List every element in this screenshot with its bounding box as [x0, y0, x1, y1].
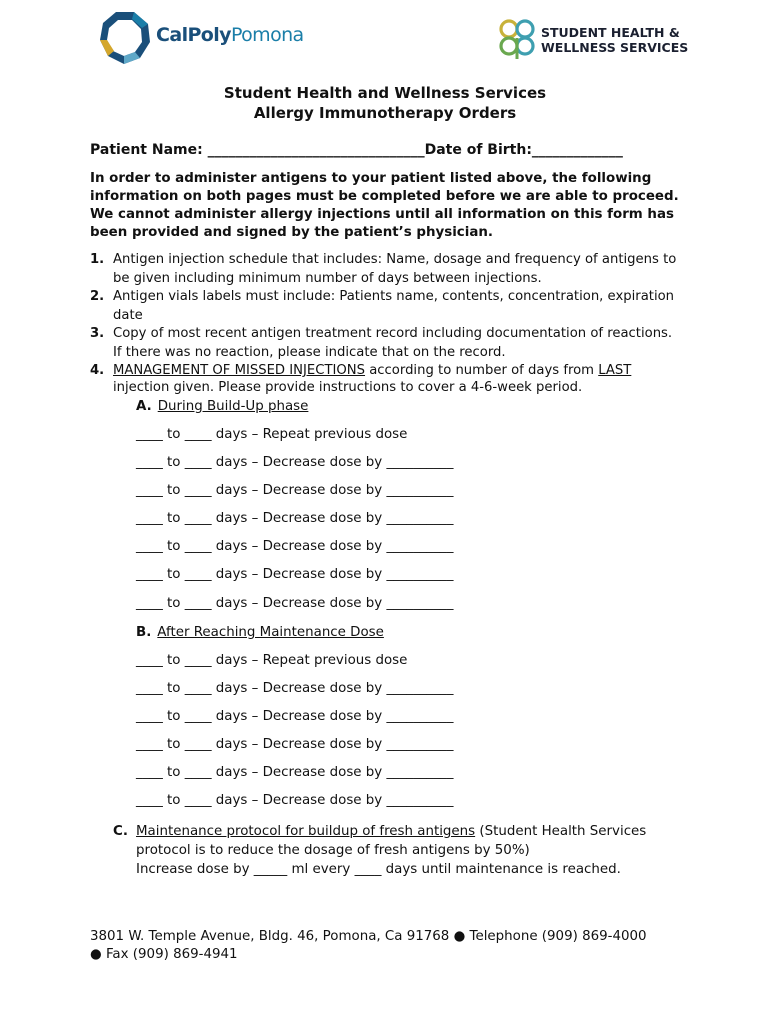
student-health-wellness-logo [498, 18, 688, 60]
footer-address: 3801 W. Temple Avenue, Bldg. 46, Pomona, Ca 91768 [90, 929, 450, 944]
intro-paragraph: In order to administer antigens to your patient listed above, the following information on both pages must be completed before we are able to proceed. We cannot administer allergy injections until all information on this form has been provided and signed by the patient’s physician. [90, 171, 679, 240]
section-a-heading: A. During Build-Up phase [136, 399, 309, 414]
maintenance-rule-line: ____ to ____ days – Decrease dose by __________ [136, 765, 454, 780]
build-up-rule-line: ____ to ____ days – Decrease dose by __________ [136, 596, 454, 611]
build-up-rule-line: ____ to ____ days – Decrease dose by __________ [136, 483, 454, 498]
build-up-rule-line: ____ to ____ days – Repeat previous dose [136, 427, 408, 442]
list-item: 1. Antigen injection schedule that includes: Name, dosage and frequency of antigens to be given including minimum number of days between injections. [90, 252, 677, 286]
increase-dose-line: Increase dose by _____ ml every ____ days until maintenance is reached. [136, 862, 621, 877]
cal-poly-pomona-wordmark: CalPolyPomona [156, 24, 304, 46]
build-up-rule-line: ____ to ____ days – Decrease dose by __________ [136, 567, 454, 582]
bullet-icon: ● [453, 929, 466, 944]
student-health-wellness-wordmark: STUDENT HEALTH & WELLNESS SERVICES [541, 25, 689, 55]
maintenance-rule-line: ____ to ____ days – Decrease dose by __________ [136, 793, 454, 808]
build-up-rule-line: ____ to ____ days – Decrease dose by __________ [136, 539, 454, 554]
requirements-list [90, 251, 680, 396]
maintenance-rule-line: ____ to ____ days – Repeat previous dose [136, 653, 408, 668]
maintenance-rule-line: ____ to ____ days – Decrease dose by __________ [136, 681, 454, 696]
maintenance-rule-line: ____ to ____ days – Decrease dose by __________ [136, 737, 454, 752]
list-item: 4. MANAGEMENT OF MISSED INJECTIONS according to number of days from LAST injection given. Please provide instructions to cover a 4-6-week period. [90, 363, 632, 395]
document-subtitle: Allergy Immunotherapy Orders [253, 104, 517, 122]
section-b-heading: B. After Reaching Maintenance Dose [136, 625, 384, 640]
cal-poly-pomona-logo [98, 10, 304, 66]
list-item: 2. Antigen vials labels must include: Patients name, contents, concentration, expiration date [90, 289, 675, 323]
patient-info-line: Patient Name: _______________________________Date of Birth:_____________ [90, 142, 623, 158]
section-c-heading: Maintenance protocol for buildup of fresh antigens [136, 824, 476, 839]
footer-telephone: Telephone (909) 869-4000 [469, 929, 647, 944]
section-c: C. Maintenance protocol for buildup of fresh antigens (Student Health Services protocol is to reduce the dosage of fresh antigens by 50%) Increase dose by _____ ml every ____ days until maintenance is reached. [113, 822, 673, 879]
build-up-rule-line: ____ to ____ days – Decrease dose by __________ [136, 455, 454, 470]
document-title: Student Health and Wellness Services [223, 84, 547, 102]
list-item: 3. Copy of most recent antigen treatment record including documentation of reactions. If there was no reaction, please indicate that on the record. [90, 326, 673, 360]
maintenance-rule-line: ____ to ____ days – Decrease dose by __________ [136, 709, 454, 724]
build-up-rule-line: ____ to ____ days – Decrease dose by __________ [136, 511, 454, 526]
bullet-icon: ● [90, 947, 102, 962]
clover-icon [498, 18, 538, 60]
cal-poly-octagon-icon [98, 10, 152, 66]
footer-contact [90, 928, 690, 964]
footer-fax: Fax (909) 869-4941 [105, 947, 238, 962]
